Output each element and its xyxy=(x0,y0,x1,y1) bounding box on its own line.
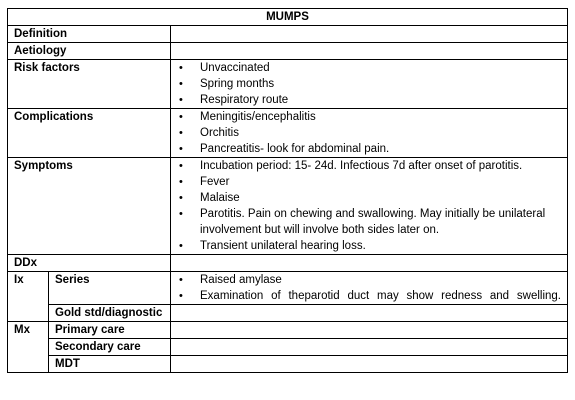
list-item-text: Unvaccinated xyxy=(200,62,270,74)
series-list xyxy=(177,272,561,304)
list-item-text: Raised amylase xyxy=(200,274,282,286)
ddx-label: DDx xyxy=(8,255,171,272)
risk-factors-label: Risk factors xyxy=(8,60,171,109)
bullet-icon: • xyxy=(179,127,183,139)
symptoms-list xyxy=(177,158,561,254)
complications-list xyxy=(177,109,561,157)
list-item xyxy=(177,238,561,254)
symptoms-content xyxy=(171,158,568,255)
primary-care-content xyxy=(171,322,568,339)
risk-factors-content xyxy=(171,60,568,109)
aetiology-row xyxy=(8,43,568,60)
bullet-icon: • xyxy=(179,143,183,155)
list-item-text: Pancreatitis- look for abdominal pain. xyxy=(200,143,390,155)
title-row xyxy=(8,9,568,26)
list-item xyxy=(177,190,561,206)
series-label: Series xyxy=(49,272,171,305)
mx-mdt-row xyxy=(8,356,568,373)
list-item xyxy=(177,272,561,288)
list-item-text: Transient unilateral hearing loss. xyxy=(200,240,366,252)
list-item xyxy=(177,92,561,108)
bullet-icon: • xyxy=(179,176,183,188)
complications-content xyxy=(171,109,568,158)
mx-secondary-row xyxy=(8,339,568,356)
secondary-care-content xyxy=(171,339,568,356)
list-item xyxy=(177,76,561,92)
list-item-text: Malaise xyxy=(200,192,240,204)
bullet-icon: • xyxy=(179,111,183,123)
ix-gold-std-row xyxy=(8,305,568,322)
definition-row xyxy=(8,26,568,43)
definition-label: Definition xyxy=(8,26,171,43)
ddx-row xyxy=(8,255,568,272)
mdt-label: MDT xyxy=(49,356,171,373)
list-item-text: Meningitis/encephalitis xyxy=(200,111,316,123)
list-item xyxy=(177,158,561,174)
list-item xyxy=(177,125,561,141)
list-item xyxy=(177,141,561,157)
series-content xyxy=(171,272,568,305)
aetiology-content xyxy=(171,43,568,60)
bullet-icon: • xyxy=(179,274,183,286)
symptoms-label: Symptoms xyxy=(8,158,171,255)
ddx-content xyxy=(171,255,568,272)
primary-care-label: Primary care xyxy=(49,322,171,339)
symptoms-row xyxy=(8,158,568,255)
gold-std-label: Gold std/diagnostic xyxy=(49,305,171,322)
list-item xyxy=(177,288,561,304)
list-item-text: Fever xyxy=(200,176,230,188)
bullet-icon: • xyxy=(179,78,183,90)
bullet-icon: • xyxy=(179,290,183,302)
list-item xyxy=(177,60,561,76)
list-item xyxy=(177,174,561,190)
gold-std-content xyxy=(171,305,568,322)
list-item-text: Orchitis xyxy=(200,127,239,139)
risk-factors-row xyxy=(8,60,568,109)
bullet-icon: • xyxy=(179,160,183,172)
list-item-text: Examination of theparotid duct may show redness and swelling. xyxy=(200,290,561,302)
complications-label: Complications xyxy=(8,109,171,158)
aetiology-label: Aetiology xyxy=(8,43,171,60)
list-item xyxy=(177,109,561,125)
list-item xyxy=(177,206,561,238)
bullet-icon: • xyxy=(179,94,183,106)
list-item-text: Respiratory route xyxy=(200,94,289,106)
complications-row xyxy=(8,109,568,158)
secondary-care-label: Secondary care xyxy=(49,339,171,356)
bullet-icon: • xyxy=(179,62,183,74)
mdt-content xyxy=(171,356,568,373)
ix-label: Ix xyxy=(8,272,49,322)
risk-factors-list xyxy=(177,60,561,108)
mx-label: Mx xyxy=(8,322,49,373)
definition-content xyxy=(171,26,568,43)
table-title: MUMPS xyxy=(8,9,568,26)
bullet-icon: • xyxy=(179,208,183,220)
bullet-icon: • xyxy=(179,192,183,204)
mx-primary-row xyxy=(8,322,568,339)
list-item-text: Spring months xyxy=(200,78,275,90)
list-item-text: Parotitis. Pain on chewing and swallowing. May initially be unilateral involvement but will involve both sides later on. xyxy=(200,208,546,236)
mumps-table xyxy=(7,8,568,373)
bullet-icon: • xyxy=(179,240,183,252)
list-item-text: Incubation period: 15- 24d. Infectious 7d after onset of parotitis. xyxy=(200,160,523,172)
ix-series-row xyxy=(8,272,568,305)
